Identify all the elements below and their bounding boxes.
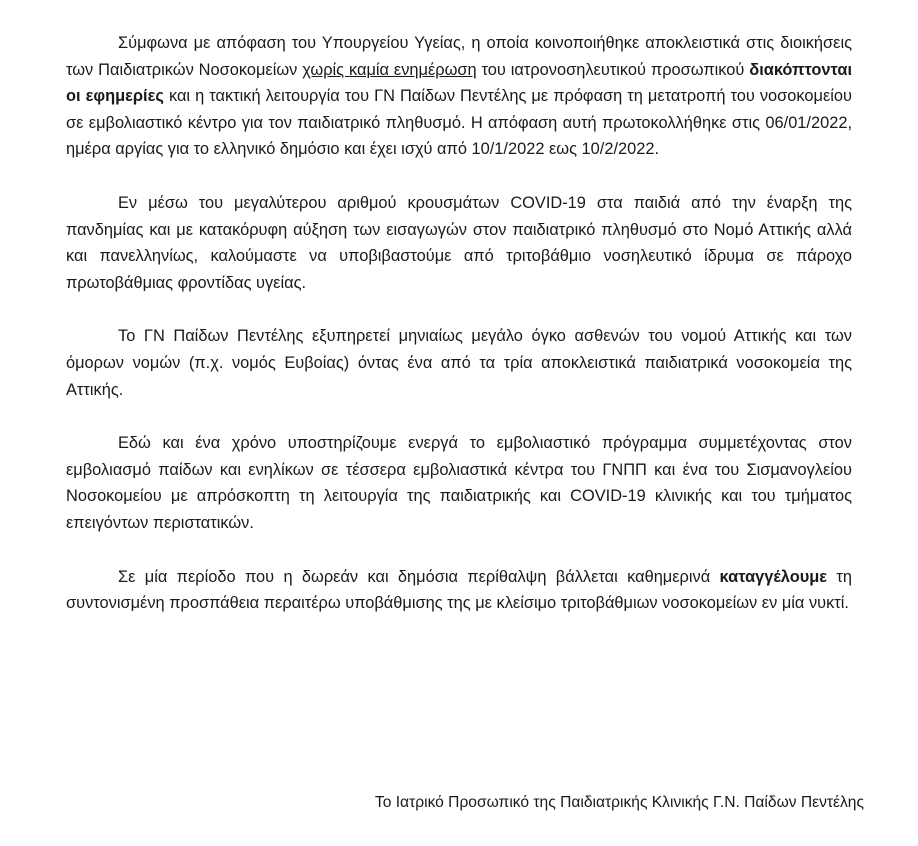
paragraph-covid-cases	[66, 190, 852, 296]
paragraph-text: του ιατρονοσηλευτικού προσωπικού	[476, 60, 750, 79]
document-body	[66, 30, 852, 644]
paragraph-hospital-service	[66, 323, 852, 403]
paragraph-text: Εδώ και ένα χρόνο υποστηρίζουμε ενεργά το εμβολιαστικό πρόγραμμα συμμετέχοντας στον εμβολιασμό παίδων και ενηλίκων σε τέσσερα εμβολιαστικά κέντρα του ΓΝΠΠ και ένα του Σισμανογλείου Νοσοκομείου με απρόσκοπτη τη λειτουργία της παιδιατρικής και COVID-19 κλινικής και του τμήματος επειγόντων περιστατικών.	[66, 434, 852, 532]
paragraph-decision	[66, 30, 852, 163]
paragraph-text: τη συντονισμένη προσπάθεια περαιτέρω υποβάθμισης της με κλείσιμο τριτοβάθμιων νοσοκομείων εν μία νυκτί.	[66, 567, 852, 613]
paragraph-denounce	[66, 564, 852, 617]
paragraph-text: Σε μία περίοδο που η δωρεάν και δημόσια περίθαλψη βάλλεται καθημερινά	[118, 567, 720, 586]
underlined-phrase: χωρίς καμία ενημέρωση	[302, 60, 477, 79]
bold-phrase: καταγγέλουμε	[719, 567, 828, 586]
signature-line: Το Ιατρικό Προσωπικό της Παιδιατρικής Κλινικής Γ.Ν. Παίδων Πεντέλης	[374, 794, 864, 811]
paragraph-text: Το ΓΝ Παίδων Πεντέλης εξυπηρετεί μηνιαίως μεγάλο όγκο ασθενών του νομού Αττικής και των όμορων νομών (π.χ. νομός Ευβοίας) όντας ένα από τα τρία αποκλειστικά παιδιατρικά νοσοκομεία της Αττικής.	[66, 327, 852, 399]
paragraph-text: Σύμφωνα με απόφαση του Υπουργείου Υγείας, η οποία κοινοποιήθηκε αποκλειστικά στις διοικήσεις των Παιδιατρικών Νοσοκομείων	[66, 34, 852, 79]
bold-phrase: διακόπτονται οι εφημερίες	[66, 60, 853, 106]
paragraph-vaccination-program	[66, 430, 852, 536]
paragraph-text: Εν μέσω του μεγαλύτερου αριθμού κρουσμάτων COVID-19 στα παιδιά από την έναρξη της πανδημίας και με κατακόρυφη αύξηση των εισαγωγών στον παιδιατρικό πληθυσμό στο Νομό Αττικής αλλά και πανελληνίως, καλούμαστε να υποβιβαστούμε από τριτοβάθμιο νοσηλευτικό ίδρυμα σε πάροχο πρωτοβάθμιας φροντίδας υγείας.	[66, 193, 852, 292]
paragraph-text: και η τακτική λειτουργία του ΓΝ Παίδων Πεντέλης με πρόφαση τη μετατροπή του νοσοκομείου σε εμβολιαστικό κέντρο για τον παιδιατρικό πληθυσμό. Η απόφαση αυτή πρωτοκολλήθηκε στις 06/01/2022, ημέρα αργίας για το ελληνικό δημόσιο και έχει ισχύ από 10/1/2022 εως 10/2/2022.	[66, 87, 852, 159]
